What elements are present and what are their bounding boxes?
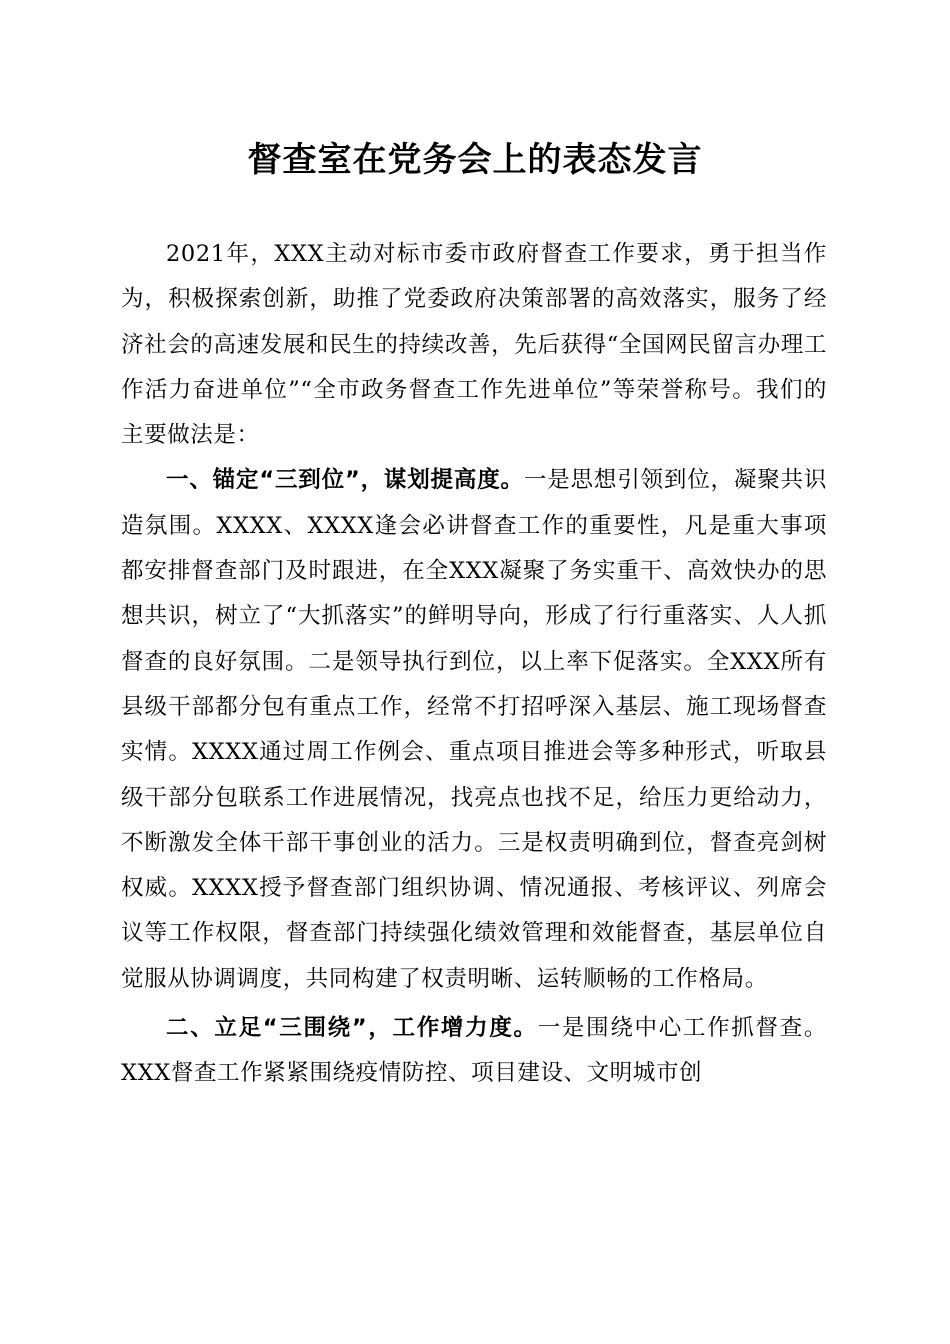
paragraph-text: 一是围绕中心工作抓督查。XXX督查工作紧紧围绕疫情防控、项目建设、文明城市创 — [121, 1015, 827, 1087]
paragraph-text: 一是思想引领到位，凝聚共识造氛围。XXXX、XXXX逢会必讲督查工作的重要性，凡是重大事项都安排督查部门及时跟进，在全XXX凝聚了务实重干、高效快办的思想共识，树立了“大抓落实”的鲜明导向，形成了行行重落实、人人抓督查的良好氛围。二是领导执行到位，以上率下促落实。全XXX所有县级干部都分包有重点工作，经常不打招呼深入基层、施工现场督查实情。XXXX通过周工作例会、重点项目推进会等多种形式，听取县级干部分包联系工作进展情况，找亮点也找不足，给压力更给动力，不断激发全体干部干事创业的活力。三是权责明确到位，督查亮剑树权威。XXXX授予督查部门组织协调、情况通报、考核评议、列席会议等工作权限，督查部门持续强化绩效管理和效能督查，基层单位自觉服从协调调度，共同构建了权责明晰、运转顺畅的工作格局。 — [121, 467, 827, 992]
paragraph-text: 2021年，XXX主动对标市委市政府督查工作要求，勇于担当作为，积极探索创新，助推了党委政府决策部署的高效落实，服务了经济社会的高速发展和民生的持续改善，先后获得“全国网民留言办理工作活力奋进单位”“全市政务督查工作先进单位”等荣誉称号。我们的主要做法是： — [121, 241, 827, 449]
paragraph-section-one — [121, 458, 827, 1002]
document-title: 督查室在党务会上的表态发言 — [247, 140, 703, 180]
paragraph-section-two — [121, 1006, 827, 1097]
document-body — [121, 232, 827, 1097]
section-heading: 二、立足“三围绕”，工作增力度。 — [166, 1015, 538, 1042]
section-heading: 一、锚定“三到位”，谋划提高度。 — [166, 467, 524, 494]
paragraph-intro — [121, 232, 827, 458]
